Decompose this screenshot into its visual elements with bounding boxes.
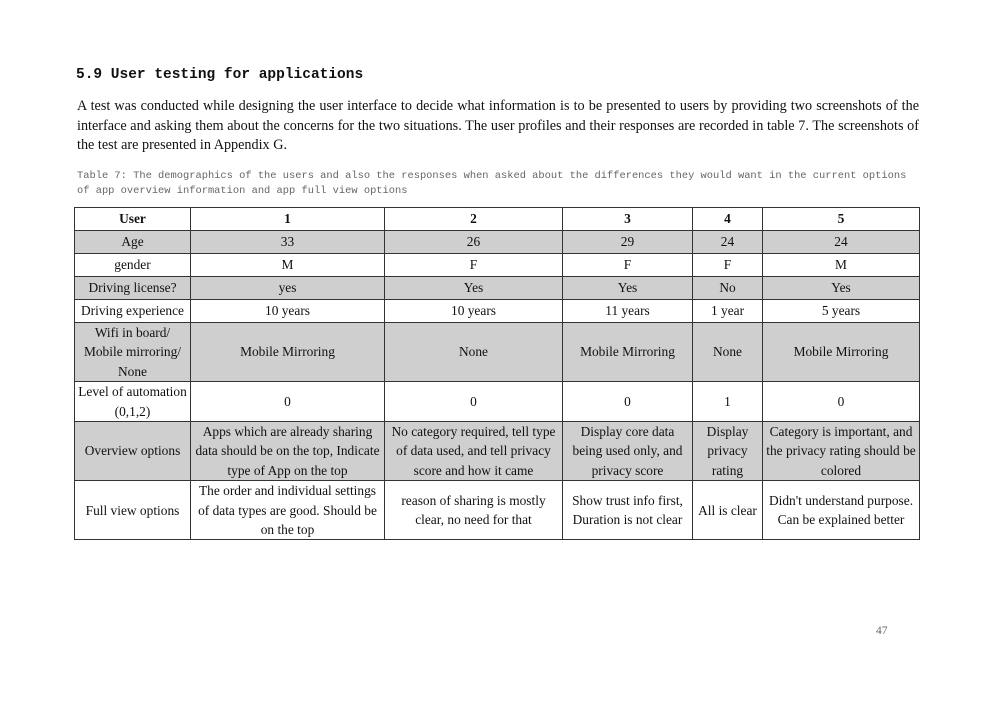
table-cell: 10 years bbox=[385, 300, 563, 323]
table-cell: 1 bbox=[693, 382, 763, 422]
table-cell: M bbox=[763, 254, 920, 277]
table-cell: reason of sharing is mostly clear, no need for that bbox=[385, 481, 563, 540]
table-cell: 0 bbox=[763, 382, 920, 422]
table-cell: 11 years bbox=[563, 300, 693, 323]
row-label-cell: Wifi in board/ Mobile mirroring/ None bbox=[75, 323, 191, 382]
header-cell: 1 bbox=[191, 208, 385, 231]
table-cell: Mobile Mirroring bbox=[563, 323, 693, 382]
table-cell: 0 bbox=[563, 382, 693, 422]
page-number: 47 bbox=[876, 625, 888, 637]
table-row-overview-options bbox=[75, 422, 920, 481]
row-label-cell: Overview options bbox=[75, 422, 191, 481]
table-cell: Apps which are already sharing data should be on the top, Indicate type of App on the top bbox=[191, 422, 385, 481]
table-cell: yes bbox=[191, 277, 385, 300]
header-cell: 3 bbox=[563, 208, 693, 231]
table-cell: 26 bbox=[385, 231, 563, 254]
table-cell: Yes bbox=[563, 277, 693, 300]
table-cell: No bbox=[693, 277, 763, 300]
table-cell: 24 bbox=[763, 231, 920, 254]
row-label-cell: Level of automation (0,1,2) bbox=[75, 382, 191, 422]
table-row-automation-level bbox=[75, 382, 920, 422]
table-cell: 1 year bbox=[693, 300, 763, 323]
header-cell: 4 bbox=[693, 208, 763, 231]
table-row-driving-license bbox=[75, 277, 920, 300]
table-row-connectivity bbox=[75, 323, 920, 382]
table-cell: No category required, tell type of data used, and tell privacy score and how it came bbox=[385, 422, 563, 481]
row-label-cell: gender bbox=[75, 254, 191, 277]
table-cell: All is clear bbox=[693, 481, 763, 540]
table-row-driving-experience bbox=[75, 300, 920, 323]
table-cell: Yes bbox=[763, 277, 920, 300]
table-cell: The order and individual settings of data types are good. Should be on the top bbox=[191, 481, 385, 540]
row-label-cell: Age bbox=[75, 231, 191, 254]
table-cell: Didn't understand purpose. Can be explained better bbox=[763, 481, 920, 540]
table-cell: None bbox=[385, 323, 563, 382]
table-row-age bbox=[75, 231, 920, 254]
header-cell: 5 bbox=[763, 208, 920, 231]
table-cell: 0 bbox=[191, 382, 385, 422]
table-cell: Yes bbox=[385, 277, 563, 300]
body-paragraph: A test was conducted while designing the user interface to decide what information is to be presented to users by providing two screenshots of the interface and asking them about the concerns for the two situations. The user profiles and their responses are recorded in table 7. The screenshots of the test are presented in Appendix G. bbox=[77, 98, 919, 154]
header-cell: 2 bbox=[385, 208, 563, 231]
table-cell: F bbox=[563, 254, 693, 277]
header-cell: User bbox=[75, 208, 191, 231]
table-row-full-view-options bbox=[75, 481, 920, 540]
table-cell: 33 bbox=[191, 231, 385, 254]
table-row-gender bbox=[75, 254, 920, 277]
table-cell: M bbox=[191, 254, 385, 277]
row-label-cell: Driving experience bbox=[75, 300, 191, 323]
table-cell: 5 years bbox=[763, 300, 920, 323]
table-cell: None bbox=[693, 323, 763, 382]
table-cell: F bbox=[385, 254, 563, 277]
table-cell: F bbox=[693, 254, 763, 277]
table-cell: Display core data being used only, and privacy score bbox=[563, 422, 693, 481]
table-cell: 24 bbox=[693, 231, 763, 254]
table-cell: Mobile Mirroring bbox=[763, 323, 920, 382]
row-label-cell: Driving license? bbox=[75, 277, 191, 300]
table-header-row bbox=[75, 208, 920, 231]
section-heading: 5.9 User testing for applications bbox=[76, 67, 364, 83]
user-testing-table bbox=[74, 207, 920, 540]
table-cell: 0 bbox=[385, 382, 563, 422]
row-label-cell: Full view options bbox=[75, 481, 191, 540]
table-caption: Table 7: The demographics of the users and also the responses when asked about the differences they would want in the current options of app overview information and app full view options bbox=[77, 170, 907, 197]
table-cell: Display privacy rating bbox=[693, 422, 763, 481]
table-cell: Mobile Mirroring bbox=[191, 323, 385, 382]
table-cell: Show trust info first, Duration is not clear bbox=[563, 481, 693, 540]
table-cell: 29 bbox=[563, 231, 693, 254]
table-cell: Category is important, and the privacy rating should be colored bbox=[763, 422, 920, 481]
table-cell: 10 years bbox=[191, 300, 385, 323]
